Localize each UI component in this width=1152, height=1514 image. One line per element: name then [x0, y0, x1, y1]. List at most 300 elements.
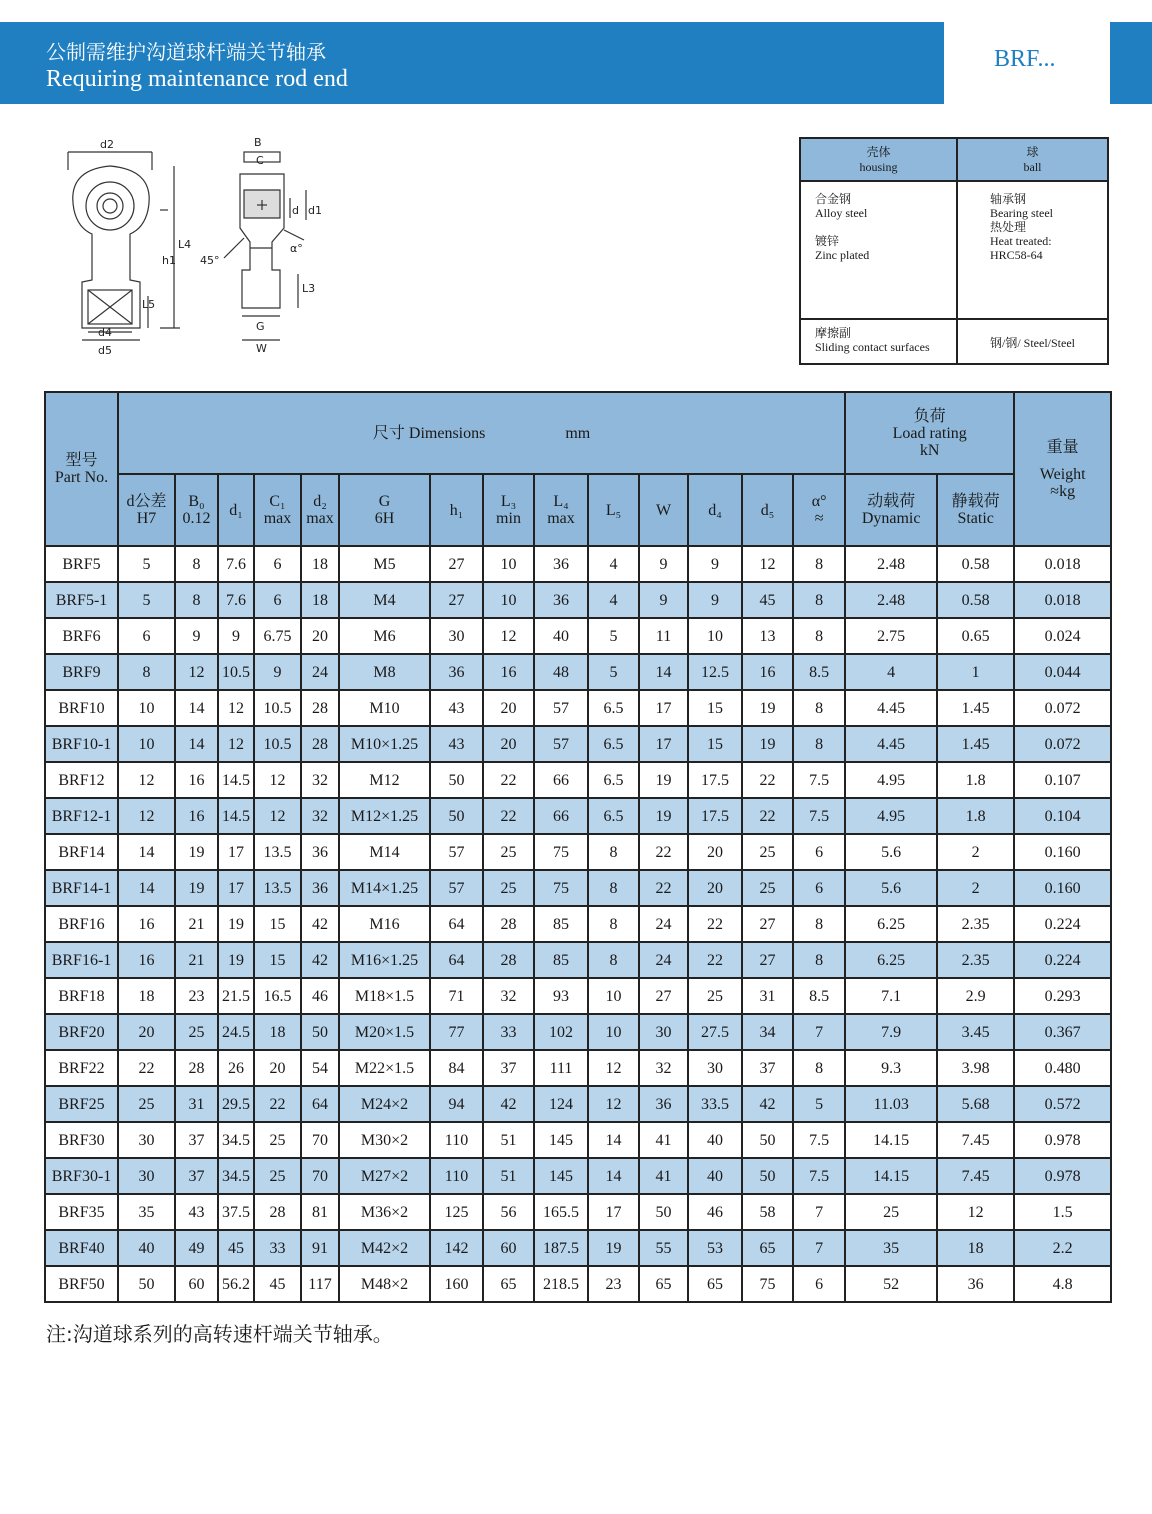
- table-cell: 50: [742, 1122, 793, 1158]
- table-cell: 24: [639, 942, 688, 978]
- table-cell: 71: [430, 978, 483, 1014]
- table-cell: 9: [688, 582, 742, 618]
- table-cell: 75: [742, 1266, 793, 1302]
- table-cell: 15: [688, 726, 742, 762]
- table-cell: 19: [742, 690, 793, 726]
- table-cell: 75: [534, 870, 588, 906]
- table-cell: 145: [534, 1158, 588, 1194]
- table-cell: 5: [118, 546, 175, 582]
- table-row: [45, 870, 1111, 906]
- table-cell: 19: [175, 870, 218, 906]
- table-cell: 54: [301, 1050, 339, 1086]
- table-cell: 22: [118, 1050, 175, 1086]
- table-cell: 25: [175, 1014, 218, 1050]
- table-cell: M48×2: [339, 1266, 430, 1302]
- table-cell: 10: [588, 978, 639, 1014]
- table-cell: 12: [118, 798, 175, 834]
- table-cell: 3.45: [937, 1014, 1014, 1050]
- table-cell: 51: [483, 1158, 534, 1194]
- table-cell: 65: [688, 1266, 742, 1302]
- table-cell: 16.5: [254, 978, 301, 1014]
- table-cell: 16: [483, 654, 534, 690]
- sliding-surfaces-value: 钢/钢/ Steel/Steel: [990, 336, 1075, 350]
- table-cell: 4.95: [845, 798, 937, 834]
- table-cell: 6.5: [588, 726, 639, 762]
- header-accent-block: [1110, 22, 1152, 104]
- table-cell: 8: [175, 582, 218, 618]
- table-cell: 40: [534, 618, 588, 654]
- dim-label: L5: [142, 298, 156, 311]
- table-cell: 27: [742, 942, 793, 978]
- table-cell: 19: [218, 906, 254, 942]
- table-cell: 0.978: [1014, 1122, 1111, 1158]
- table-cell: 5: [118, 582, 175, 618]
- table-cell: 25: [688, 978, 742, 1014]
- table-cell: 10.5: [218, 654, 254, 690]
- table-cell: 17.5: [688, 798, 742, 834]
- table-cell: 42: [483, 1086, 534, 1122]
- part-number-cell: BRF5: [45, 546, 118, 582]
- column-header: d₄: [688, 474, 742, 546]
- table-cell: 27: [639, 978, 688, 1014]
- table-cell: 41: [639, 1122, 688, 1158]
- table-cell: 14.15: [845, 1122, 937, 1158]
- table-cell: 1.5: [1014, 1194, 1111, 1230]
- table-cell: 19: [175, 834, 218, 870]
- table-cell: 45: [742, 582, 793, 618]
- table-cell: 28: [483, 942, 534, 978]
- table-cell: 43: [430, 726, 483, 762]
- table-cell: 27.5: [688, 1014, 742, 1050]
- table-cell: 10.5: [254, 690, 301, 726]
- table-row: [45, 690, 1111, 726]
- table-cell: 10: [483, 546, 534, 582]
- table-cell: 34.5: [218, 1158, 254, 1194]
- table-cell: 14: [118, 834, 175, 870]
- table-cell: M10×1.25: [339, 726, 430, 762]
- table-cell: 0.480: [1014, 1050, 1111, 1086]
- table-cell: 5.6: [845, 870, 937, 906]
- part-number-cell: BRF14-1: [45, 870, 118, 906]
- table-cell: 50: [430, 798, 483, 834]
- table-cell: 25: [845, 1194, 937, 1230]
- table-cell: 2: [937, 834, 1014, 870]
- table-cell: M27×2: [339, 1158, 430, 1194]
- table-cell: 25: [254, 1158, 301, 1194]
- table-cell: 0.024: [1014, 618, 1111, 654]
- table-cell: 1.45: [937, 726, 1014, 762]
- column-header: h₁: [430, 474, 483, 546]
- table-cell: 10: [483, 582, 534, 618]
- table-cell: 8: [588, 834, 639, 870]
- table-cell: 45: [254, 1266, 301, 1302]
- table-cell: 16: [742, 654, 793, 690]
- table-cell: 20: [254, 1050, 301, 1086]
- table-cell: 35: [118, 1194, 175, 1230]
- table-cell: 7: [793, 1230, 845, 1266]
- table-cell: 218.5: [534, 1266, 588, 1302]
- table-cell: 187.5: [534, 1230, 588, 1266]
- column-header: 静载荷 Static: [937, 474, 1014, 546]
- table-cell: 7.9: [845, 1014, 937, 1050]
- dim-label: h1: [162, 254, 176, 267]
- table-cell: 10.5: [254, 726, 301, 762]
- table-cell: 94: [430, 1086, 483, 1122]
- part-number-cell: BRF25: [45, 1086, 118, 1122]
- table-cell: 8: [588, 906, 639, 942]
- table-cell: 64: [430, 906, 483, 942]
- housing-material: 合金钢 Alloy steel 镀锌 Zinc plated: [801, 182, 958, 320]
- table-cell: 24.5: [218, 1014, 254, 1050]
- table-cell: 21.5: [218, 978, 254, 1014]
- table-cell: 7.1: [845, 978, 937, 1014]
- table-cell: 8: [793, 906, 845, 942]
- table-row: [45, 1086, 1111, 1122]
- table-cell: 11: [639, 618, 688, 654]
- table-row: [45, 1158, 1111, 1194]
- table-cell: 6: [793, 870, 845, 906]
- table-cell: 6: [118, 618, 175, 654]
- table-cell: 142: [430, 1230, 483, 1266]
- dim-label: L3: [302, 282, 316, 295]
- part-number-cell: BRF5-1: [45, 582, 118, 618]
- table-cell: 9: [639, 546, 688, 582]
- table-cell: 6.5: [588, 762, 639, 798]
- table-cell: 4: [588, 582, 639, 618]
- table-cell: 50: [742, 1158, 793, 1194]
- table-cell: M14: [339, 834, 430, 870]
- table-cell: 13.5: [254, 870, 301, 906]
- table-cell: M24×2: [339, 1086, 430, 1122]
- table-cell: 32: [301, 798, 339, 834]
- table-cell: M5: [339, 546, 430, 582]
- table-cell: 28: [175, 1050, 218, 1086]
- table-cell: 6.25: [845, 906, 937, 942]
- column-header: L₄ max: [534, 474, 588, 546]
- table-cell: 5.68: [937, 1086, 1014, 1122]
- table-cell: M10: [339, 690, 430, 726]
- housing-header: 壳体 housing: [801, 139, 958, 182]
- table-cell: 0.107: [1014, 762, 1111, 798]
- table-cell: 12: [937, 1194, 1014, 1230]
- dim-label: d4: [98, 326, 112, 339]
- part-number-cell: BRF35: [45, 1194, 118, 1230]
- table-cell: 53: [688, 1230, 742, 1266]
- table-cell: 23: [588, 1266, 639, 1302]
- table-cell: 22: [639, 870, 688, 906]
- dim-label: C: [256, 154, 264, 167]
- table-cell: M16: [339, 906, 430, 942]
- dim-label: α°: [290, 242, 303, 255]
- table-cell: 64: [301, 1086, 339, 1122]
- table-cell: 28: [301, 690, 339, 726]
- table-cell: 25: [742, 870, 793, 906]
- table-cell: 2.9: [937, 978, 1014, 1014]
- table-cell: 52: [845, 1266, 937, 1302]
- table-cell: 7.5: [793, 1158, 845, 1194]
- table-cell: 25: [254, 1122, 301, 1158]
- table-cell: 124: [534, 1086, 588, 1122]
- table-cell: 4.45: [845, 690, 937, 726]
- table-cell: 14.5: [218, 798, 254, 834]
- table-cell: 6: [793, 834, 845, 870]
- table-cell: 20: [301, 618, 339, 654]
- table-cell: 22: [483, 762, 534, 798]
- table-cell: 25: [742, 834, 793, 870]
- table-cell: 17: [588, 1194, 639, 1230]
- table-cell: 28: [483, 906, 534, 942]
- table-cell: 17: [639, 726, 688, 762]
- table-cell: 12.5: [688, 654, 742, 690]
- table-cell: 0.293: [1014, 978, 1111, 1014]
- table-cell: 4.95: [845, 762, 937, 798]
- table-cell: 0.018: [1014, 582, 1111, 618]
- table-cell: 14.5: [218, 762, 254, 798]
- part-number-cell: BRF30: [45, 1122, 118, 1158]
- table-cell: 35: [845, 1230, 937, 1266]
- table-cell: M18×1.5: [339, 978, 430, 1014]
- table-cell: 81: [301, 1194, 339, 1230]
- table-cell: 12: [254, 798, 301, 834]
- table-cell: 12: [218, 690, 254, 726]
- table-cell: 43: [430, 690, 483, 726]
- table-cell: 19: [639, 798, 688, 834]
- table-cell: 58: [742, 1194, 793, 1230]
- part-number-cell: BRF20: [45, 1014, 118, 1050]
- table-cell: 10: [588, 1014, 639, 1050]
- table-cell: 6.25: [845, 942, 937, 978]
- table-cell: 84: [430, 1050, 483, 1086]
- dim-label: d: [292, 204, 299, 217]
- table-cell: 8: [793, 618, 845, 654]
- table-cell: 7.6: [218, 582, 254, 618]
- table-cell: 19: [588, 1230, 639, 1266]
- table-row: [45, 1266, 1111, 1302]
- table-cell: 36: [937, 1266, 1014, 1302]
- part-number-cell: BRF14: [45, 834, 118, 870]
- table-cell: 42: [742, 1086, 793, 1122]
- table-cell: 9: [688, 546, 742, 582]
- table-cell: 32: [483, 978, 534, 1014]
- dimensions-table: [44, 391, 1112, 1303]
- table-cell: 51: [483, 1122, 534, 1158]
- table-cell: 75: [534, 834, 588, 870]
- table-cell: 77: [430, 1014, 483, 1050]
- table-cell: 17.5: [688, 762, 742, 798]
- table-cell: 37.5: [218, 1194, 254, 1230]
- table-cell: 33: [483, 1014, 534, 1050]
- table-cell: 29.5: [218, 1086, 254, 1122]
- table-cell: 18: [937, 1230, 1014, 1266]
- table-cell: 16: [175, 798, 218, 834]
- table-cell: 8.5: [793, 654, 845, 690]
- column-header: G 6H: [339, 474, 430, 546]
- table-cell: 27: [430, 546, 483, 582]
- table-cell: M6: [339, 618, 430, 654]
- column-header: L₅: [588, 474, 639, 546]
- table-cell: 85: [534, 942, 588, 978]
- page-title-cn: 公制需维护沟道球杆端关节轴承: [46, 40, 326, 64]
- column-header: d₅: [742, 474, 793, 546]
- table-cell: 37: [483, 1050, 534, 1086]
- table-cell: 43: [175, 1194, 218, 1230]
- table-cell: 14.15: [845, 1158, 937, 1194]
- table-cell: M30×2: [339, 1122, 430, 1158]
- table-cell: 9: [254, 654, 301, 690]
- table-cell: M22×1.5: [339, 1050, 430, 1086]
- table-cell: 125: [430, 1194, 483, 1230]
- table-cell: 0.044: [1014, 654, 1111, 690]
- table-cell: 30: [118, 1122, 175, 1158]
- table-cell: 34: [742, 1014, 793, 1050]
- table-cell: 145: [534, 1122, 588, 1158]
- table-cell: 1: [937, 654, 1014, 690]
- table-cell: 45: [218, 1230, 254, 1266]
- part-no-header: 型号 Part No.: [45, 392, 118, 546]
- table-cell: 57: [534, 726, 588, 762]
- table-cell: 65: [483, 1266, 534, 1302]
- materials-table: [799, 137, 1109, 365]
- dimensions-header: 尺寸 Dimensions mm: [118, 392, 845, 474]
- table-cell: 7.45: [937, 1122, 1014, 1158]
- rod-end-drawing: [44, 130, 336, 362]
- table-cell: 14: [588, 1122, 639, 1158]
- table-cell: 4.8: [1014, 1266, 1111, 1302]
- table-cell: 7.45: [937, 1158, 1014, 1194]
- table-cell: 18: [301, 582, 339, 618]
- dim-label: 45°: [200, 254, 220, 267]
- table-cell: 20: [483, 690, 534, 726]
- table-row: [45, 1050, 1111, 1086]
- table-cell: 18: [118, 978, 175, 1014]
- ball-header: 球 ball: [958, 139, 1107, 182]
- table-cell: 8: [793, 942, 845, 978]
- table-cell: 8: [175, 546, 218, 582]
- table-cell: 6: [254, 582, 301, 618]
- table-cell: 14: [175, 690, 218, 726]
- table-cell: 5: [588, 654, 639, 690]
- table-cell: 50: [301, 1014, 339, 1050]
- table-cell: 30: [639, 1014, 688, 1050]
- column-header: L₃ min: [483, 474, 534, 546]
- table-cell: 70: [301, 1158, 339, 1194]
- table-cell: 2.48: [845, 582, 937, 618]
- table-cell: 22: [742, 762, 793, 798]
- table-row: [45, 618, 1111, 654]
- table-cell: 5.6: [845, 834, 937, 870]
- column-header: C₁ max: [254, 474, 301, 546]
- table-cell: 0.018: [1014, 546, 1111, 582]
- table-cell: 70: [301, 1122, 339, 1158]
- table-cell: 32: [639, 1050, 688, 1086]
- table-cell: 11.03: [845, 1086, 937, 1122]
- table-cell: 50: [118, 1266, 175, 1302]
- weight-header: 重量 Weight ≈kg: [1014, 392, 1111, 546]
- table-cell: 8: [588, 942, 639, 978]
- column-header: d公差 H7: [118, 474, 175, 546]
- table-cell: 31: [742, 978, 793, 1014]
- table-cell: M4: [339, 582, 430, 618]
- dim-label: d1: [308, 204, 322, 217]
- table-cell: 31: [175, 1086, 218, 1122]
- table-cell: 21: [175, 906, 218, 942]
- table-cell: 21: [175, 942, 218, 978]
- table-cell: 22: [688, 942, 742, 978]
- table-cell: M12×1.25: [339, 798, 430, 834]
- part-number-cell: BRF18: [45, 978, 118, 1014]
- table-cell: 2.48: [845, 546, 937, 582]
- table-cell: 7: [793, 1014, 845, 1050]
- table-cell: 16: [118, 906, 175, 942]
- table-cell: 64: [430, 942, 483, 978]
- table-cell: 20: [483, 726, 534, 762]
- table-cell: 57: [534, 690, 588, 726]
- table-cell: 4.45: [845, 726, 937, 762]
- table-cell: M16×1.25: [339, 942, 430, 978]
- table-cell: 5: [793, 1086, 845, 1122]
- table-cell: 17: [218, 834, 254, 870]
- table-cell: 16: [118, 942, 175, 978]
- table-cell: 66: [534, 798, 588, 834]
- table-cell: 20: [688, 834, 742, 870]
- table-cell: 33: [254, 1230, 301, 1266]
- table-cell: 8: [793, 582, 845, 618]
- table-cell: 23: [175, 978, 218, 1014]
- table-cell: 0.160: [1014, 834, 1111, 870]
- table-cell: 14: [175, 726, 218, 762]
- table-cell: 12: [175, 654, 218, 690]
- table-row: [45, 546, 1111, 582]
- table-row: [45, 1194, 1111, 1230]
- table-cell: 27: [742, 906, 793, 942]
- table-cell: 12: [588, 1086, 639, 1122]
- table-row: [45, 726, 1111, 762]
- table-cell: 16: [175, 762, 218, 798]
- table-cell: M8: [339, 654, 430, 690]
- table-cell: 41: [639, 1158, 688, 1194]
- table-cell: 10: [118, 690, 175, 726]
- column-header: α° ≈: [793, 474, 845, 546]
- table-cell: 0.072: [1014, 726, 1111, 762]
- table-cell: 12: [588, 1050, 639, 1086]
- table-cell: 12: [118, 762, 175, 798]
- table-cell: 8.5: [793, 978, 845, 1014]
- table-cell: 12: [742, 546, 793, 582]
- table-cell: 22: [742, 798, 793, 834]
- table-cell: 7: [793, 1194, 845, 1230]
- table-cell: 60: [483, 1230, 534, 1266]
- table-cell: 30: [118, 1158, 175, 1194]
- table-cell: M20×1.5: [339, 1014, 430, 1050]
- table-cell: 36: [301, 834, 339, 870]
- table-cell: 8: [793, 546, 845, 582]
- table-cell: 24: [301, 654, 339, 690]
- table-cell: 60: [175, 1266, 218, 1302]
- table-cell: 9.3: [845, 1050, 937, 1086]
- table-cell: 24: [639, 906, 688, 942]
- table-cell: 93: [534, 978, 588, 1014]
- dim-label: W: [256, 342, 267, 355]
- table-cell: 15: [688, 690, 742, 726]
- table-cell: 56.2: [218, 1266, 254, 1302]
- part-number-cell: BRF12: [45, 762, 118, 798]
- part-number-cell: BRF10: [45, 690, 118, 726]
- table-cell: 85: [534, 906, 588, 942]
- ball-material: 轴承钢 Bearing steel 热处理 Heat treated: HRC58-64: [958, 182, 1107, 320]
- table-cell: 8: [793, 726, 845, 762]
- table-cell: 0.572: [1014, 1086, 1111, 1122]
- table-cell: 40: [688, 1122, 742, 1158]
